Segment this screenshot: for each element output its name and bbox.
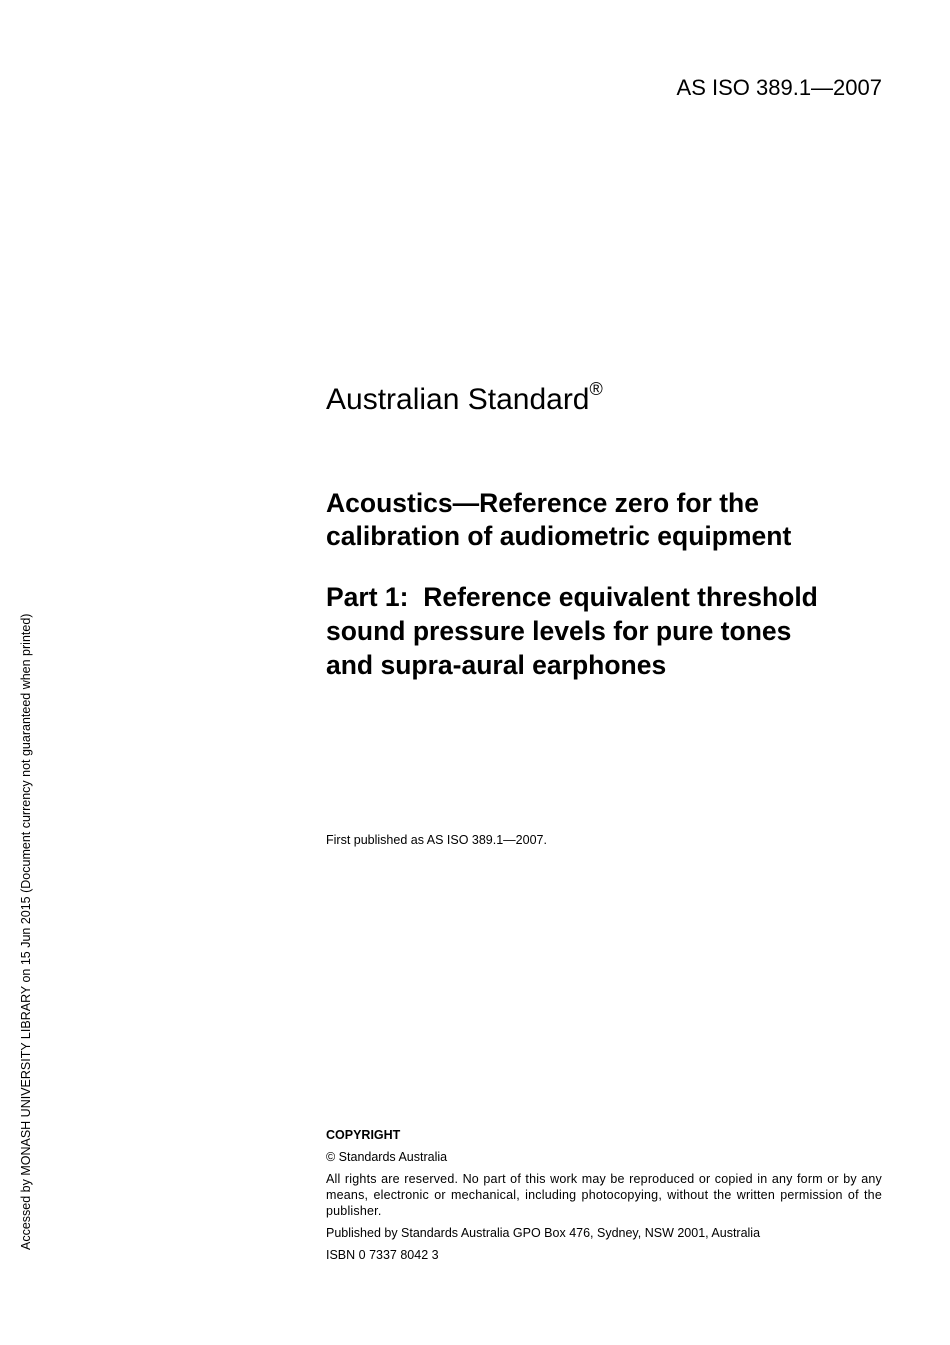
rights-statement: All rights are reserved. No part of this work may be reproduced or copied in any form or by any means, electronic or mechanical, including photocopying, without the written permission of the publisher. bbox=[326, 1172, 882, 1218]
copyright-holder: © Standards Australia bbox=[326, 1150, 448, 1164]
document-id: AS ISO 389.1—2007 bbox=[676, 75, 882, 100]
subtitle-line-2: sound pressure levels for pure tones bbox=[326, 616, 792, 646]
copyright-heading: COPYRIGHT bbox=[326, 1128, 401, 1142]
standard-label bbox=[326, 380, 603, 420]
access-note: Accessed by MONASH UNIVERSITY LIBRARY on 15 Jun 2015 (Document currency not guaranteed when printed) bbox=[19, 613, 33, 1250]
isbn: ISBN 0 7337 8042 3 bbox=[326, 1248, 439, 1262]
standard-label-text: Australian Standard bbox=[326, 383, 590, 416]
title-line-2: calibration of audiometric equipment bbox=[326, 521, 792, 551]
subtitle-line-1: Part 1: Reference equivalent threshold bbox=[326, 582, 818, 612]
title-line-1: Acoustics—Reference zero for the bbox=[326, 488, 759, 518]
copyright-block bbox=[326, 1127, 882, 1269]
subtitle-line-3: and supra-aural earphones bbox=[326, 650, 667, 680]
registered-mark: ® bbox=[589, 379, 603, 399]
document-subtitle bbox=[326, 580, 886, 682]
document-title bbox=[326, 487, 886, 553]
publisher-address: Published by Standards Australia GPO Box 476, Sydney, NSW 2001, Australia bbox=[326, 1226, 761, 1240]
first-published-note: First published as AS ISO 389.1—2007. bbox=[326, 833, 547, 847]
